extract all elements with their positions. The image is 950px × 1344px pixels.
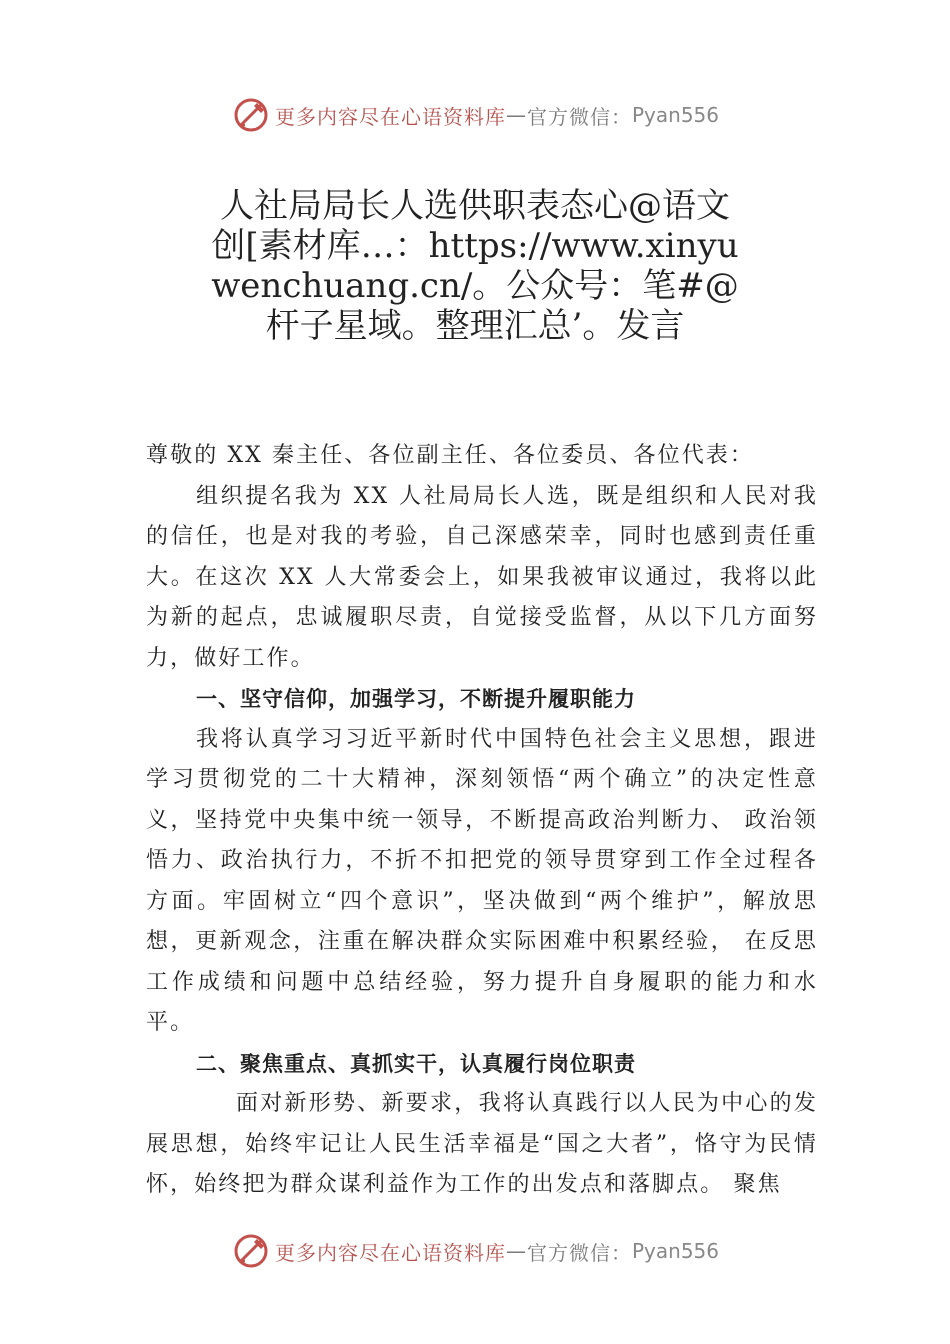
document-body <box>146 436 818 1206</box>
banner-dash: — <box>505 1239 527 1263</box>
banner-wechat-id: Pyan556 <box>631 1239 719 1263</box>
banner-wechat-id: Pyan556 <box>631 103 719 127</box>
salutation: 尊敬的 XX 秦主任、各位副主任、各位委员、各位代表： <box>146 443 755 468</box>
banner-wechat-label: 官方微信： <box>526 104 632 129</box>
banner-dash: — <box>505 103 527 127</box>
intro-paragraph: 组织提名我为 XX 人社局局长人选，既是组织和人民对我的信任，也是对我的考验，自己深感荣幸，同时也感到责任重大。在这次 XX 人大常委会上，如果我被审议通过，我将以此为新的起点，忠诚履职尽责，自觉接受监督，从以下几方面努力，做好工作。 <box>146 483 818 671</box>
document-title: 人社局局长人选供职表态心@语文创[素材库…：https://www.xinyuwenchuang.cn/。公众号：笔#@杆子星域。整理汇总’。发言 <box>211 186 739 346</box>
section-paragraph: 我将认真学习习近平新时代中国特色社会主义思想，跟进学习贯彻党的二十大精神，深刻领悟“两个确立”的决定性意义，坚持党中央集中统一领导，不断提高政治判断力、 政治领悟力、政治执行力，不折不扣把党的领导贯穿到工作全过程各方面。牢固树立“四个意识”，坚决做到“两个维护”，解放思想，更新观念，注重在解决群众实际困难中积累经验， 在反思工作成绩和问题中总结经验，努力提升自身履职的能力和水平。 <box>146 726 818 1035</box>
banner-library-name: 更多内容尽在心语资料库 <box>274 1240 506 1265</box>
banner-library-name: 更多内容尽在心语资料库 <box>274 104 506 129</box>
banner-wechat-label: 官方微信： <box>526 1240 632 1265</box>
pen-logo-icon <box>231 95 271 135</box>
section-heading: 一、坚守信仰，加强学习，不断提升履职能力 <box>196 687 636 711</box>
top-banner <box>0 90 950 140</box>
bottom-banner <box>0 1226 950 1276</box>
section-heading: 二、聚焦重点、真抓实干，认真履行岗位职责 <box>196 1051 636 1076</box>
pen-logo-icon <box>231 1231 271 1271</box>
banner-text <box>275 101 719 130</box>
section-paragraph: 面对新形势、新要求，我将认真践行以人民为中心的发展思想，始终牢记让人民生活幸福是“国之大者”，恪守为民情怀，始终把为群众谋利益作为工作的出发点和落脚点。 聚焦 <box>146 1091 818 1197</box>
banner-text <box>275 1237 719 1266</box>
